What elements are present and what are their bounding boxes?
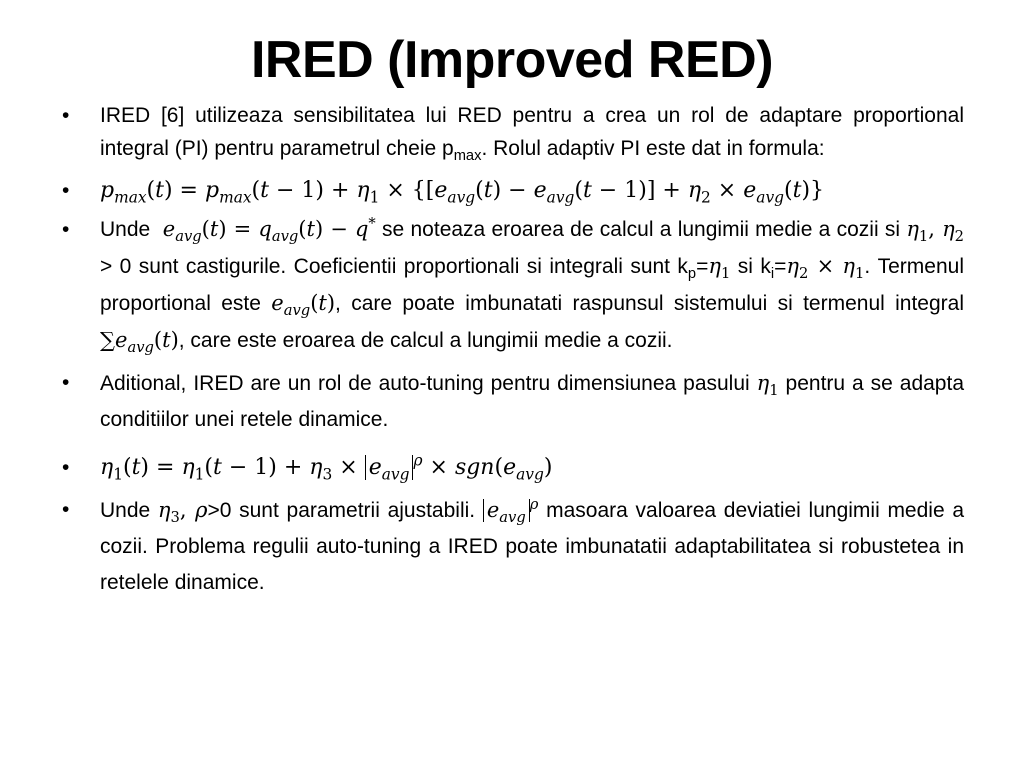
bullet-autotuning: • Aditional, IRED are un rol de auto-tuning pentru dimensiunea pasului $\eta_1$ pentru a se adapta conditiilor unei retele dinamice. bbox=[62, 365, 964, 438]
unde-text-a: se noteaza eroarea de calcul a lungimii medie a cozii si bbox=[382, 218, 901, 241]
bullet-dot: • bbox=[62, 104, 70, 127]
autotuning-text: Aditional, IRED are un rol de auto-tuning pentru dimensiunea pasului bbox=[100, 372, 750, 395]
ki-subscript: i bbox=[770, 266, 775, 283]
bullet-parameters: • Unde $\eta_3$, ρ>0 sunt parametrii ajustabili. $e_{avg}^\rho$ masoara valoarea deviatiei lungimii medie a cozii. Problema regulii auto-tuning a IRED poate imbunatatii adaptabilitatea si robustetea in retelele dinamice. bbox=[62, 492, 964, 601]
pmax-formula: $p_{max}(t) = p_{max}(t - 1) + \eta_1 \times \{[e_{avg}(t) - e_{avg}(t - 1)] + \eta_2 \times e_{avg}(t)\}$ bbox=[100, 178, 825, 207]
unde-label: Unde bbox=[100, 218, 151, 241]
unde-text-c: si k bbox=[737, 255, 771, 278]
bullet-list bbox=[62, 100, 964, 601]
intro-text: IRED [6] utilizeaza sensibilitatea lui RED pentru a crea un rol de adaptare proportional integral (PI) pentru parametrul cheie p bbox=[100, 104, 964, 160]
param-text-a: >0 sunt parametrii ajustabili. bbox=[207, 499, 476, 522]
unde-text-e: , care poate imbunatati raspunsul sistemului si termenul integral bbox=[335, 292, 964, 315]
bullet-intro bbox=[62, 100, 964, 165]
bullet-formula-pmax bbox=[62, 171, 964, 211]
param-text-b: masoara valoarea deviatiei lungimii medie a cozii. Problema regulii auto-tuning a IRED poate imbunatatii adaptabilitatea si robustetea in retelele dinamice. bbox=[100, 499, 965, 594]
intro-text-end: . Rolul adaptiv PI este dat in formula: bbox=[481, 136, 825, 160]
bullet-unde-definition: • Unde $e_{avg}(t) = q_{avg}(t) - q^*$ se noteaza eroarea de calcul a lungimii medie a cozii si $\eta_1$, $\eta_2 > 0$ sunt castigurile. Coeficientii proportionali si integrali sunt $k_p=\eta_1$ si $k_i=\eta_2 \times \eta_1$. Termenul proportional este $e_{avg}(t)$, care poate imbunatati raspunsul sistemului si termenul integral $\sum e_{avg}(t)$, care este eroarea de calcul a lungimii medie a cozii. bbox=[62, 211, 964, 359]
unde-text-f: , care este eroarea de calcul a lungimii medie a cozii. bbox=[178, 329, 673, 352]
autotuning-text-end: pentru a se adapta conditiilor unei retele dinamice. bbox=[100, 372, 965, 431]
unde-text-b: > 0 sunt castigurile. Coeficientii proportionali si integrali sunt k bbox=[100, 255, 688, 278]
bullet-dot: • bbox=[62, 218, 70, 241]
eta-formula: $\eta_1(t) = \eta_1(t - 1) + \eta_3 \times e_{avg}^\rho \times sgn(e_{avg})$ bbox=[100, 451, 553, 484]
bullet-dot: • bbox=[62, 179, 70, 202]
pmax-subscript: max bbox=[453, 147, 482, 164]
unde-text-d: . Termenul proportional este bbox=[100, 255, 964, 315]
kp-subscript: p bbox=[687, 266, 697, 283]
bullet-dot: • bbox=[62, 371, 70, 394]
bullet-formula-eta bbox=[62, 444, 964, 492]
bullet-dot: • bbox=[62, 498, 70, 521]
bullet-dot: • bbox=[62, 456, 70, 479]
slide-title: IRED (Improved RED) bbox=[250, 31, 774, 89]
param-unde-label: Unde bbox=[100, 499, 151, 522]
